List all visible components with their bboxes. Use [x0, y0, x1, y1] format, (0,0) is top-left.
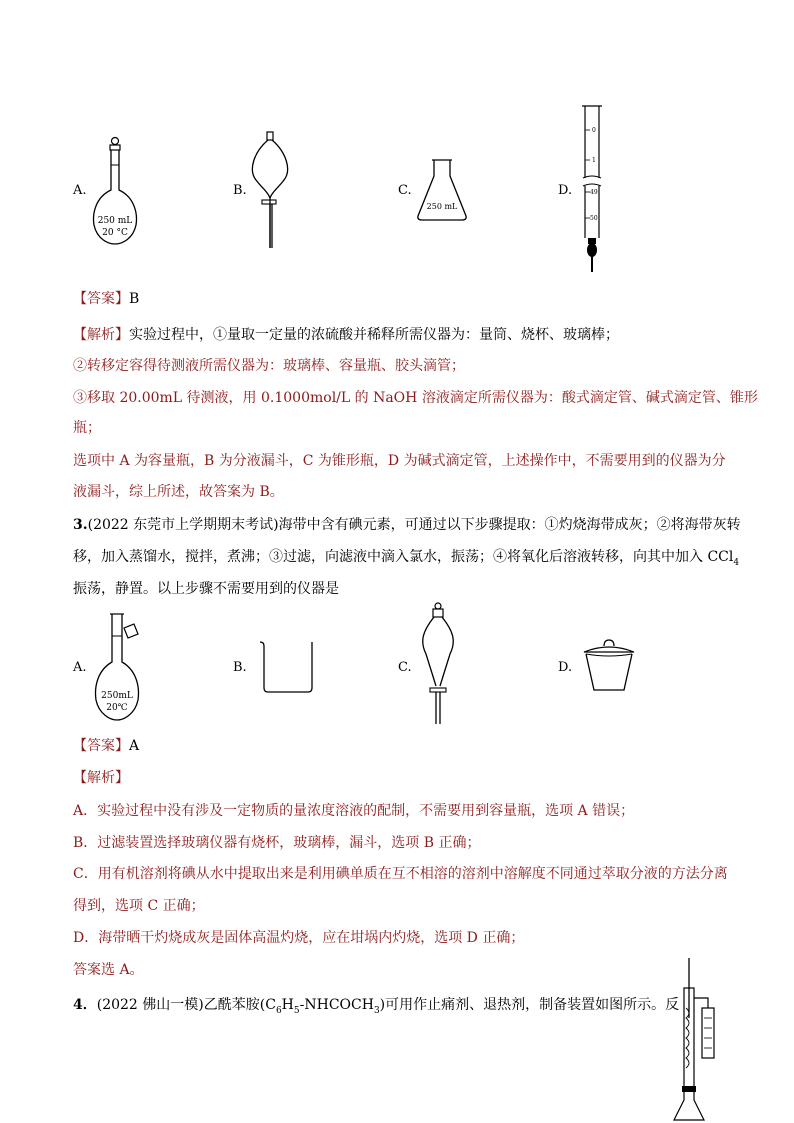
q3-analysis-line-a: A．实验过程中没有涉及一定物质的量浓度溶液的配制，不需要用到容量瓶，选项 A 错误；	[73, 803, 635, 819]
q3-stem-line-3: 振荡，静置。以上步骤不需要用到的仪器是	[73, 581, 339, 597]
answer-value: A	[129, 738, 140, 754]
q2-option-b-letter: B.	[233, 183, 247, 198]
q3-conclusion: 答案选 A。	[73, 962, 144, 978]
subscript: 3	[373, 1005, 380, 1016]
q3-analysis-line-c2: 得到，选项 C 正确；	[73, 898, 205, 914]
q2-d-scale-0: 0	[592, 127, 596, 134]
q2-option-d-letter: D.	[558, 183, 573, 198]
q2-d-scale-1: 1	[592, 157, 596, 164]
subscript: 5	[293, 1005, 300, 1016]
q2-analysis-line-4: 瓶；	[73, 420, 101, 436]
volumetric-flask-image	[88, 135, 148, 247]
q3-analysis-line-d: D．海带晒干灼烧成灰是固体高温灼烧，应在坩埚内灼烧，选项 D 正确；	[73, 930, 525, 946]
q2-analysis-line-3: ③移取 20.00mL 待测液，用 0.1000mol/L 的 NaOH 溶液滴定所需仪器为：酸式滴定管、碱式滴定管、锥形	[73, 390, 758, 406]
answer-label: 【答案】	[73, 291, 129, 307]
answer-label: 【答案】	[73, 738, 129, 754]
question-text: (2022 东莞市上学期期末考试)海带中含有碘元素，可通过以下步骤提取：①灼烧海带成灰；②将海带灰转	[87, 517, 741, 533]
q2-c-flask-volume: 250 mL	[426, 202, 458, 211]
subscript: 6	[275, 1005, 282, 1016]
question-number: 4．	[73, 997, 97, 1013]
subscript: 4	[733, 557, 740, 568]
q2-a-flask-temp: 20 °C	[102, 228, 128, 238]
q3-stem-line-2	[73, 547, 739, 573]
q3-option-d-letter: D.	[558, 660, 573, 675]
q2-answer-line	[73, 289, 139, 309]
q2-analysis-line-5: 选项中 A 为容量瓶，B 为分液漏斗，C 为锥形瓶，D 为碱式滴定管，上述操作中，不需要用到的仪器为分	[73, 453, 726, 469]
answer-value: B	[129, 291, 140, 307]
separatory-funnel-image	[418, 602, 468, 728]
q2-analysis-line-6: 液漏斗，综上所述，故答案为 B。	[73, 484, 284, 500]
q2-a-flask-volume: 250 mL	[97, 216, 133, 226]
analysis-text: 实验过程中，①量取一定量的浓硫酸并稀释所需仪器为：量筒、烧杯、玻璃棒；	[129, 327, 619, 343]
question-text: )可用作止痛剂、退热剂，制备装置如图所示。反	[379, 997, 680, 1013]
q2-option-a-letter: A.	[73, 183, 87, 198]
crucible-image	[580, 636, 638, 696]
q3-a-flask-temp: 20℃	[106, 703, 128, 713]
q3-stem-line-1	[73, 515, 741, 535]
question-number: 3.	[73, 517, 88, 533]
conical-flask-image	[412, 152, 472, 224]
distillation-apparatus-image	[664, 958, 730, 1123]
q3-a-flask-volume: 250mL	[101, 691, 133, 701]
q2-analysis-line-1	[73, 325, 619, 345]
question-text: (2022 佛山一模)乙酰苯胺(C	[96, 997, 276, 1013]
q3-analysis-line-b: B．过滤装置选择玻璃仪器有烧杯，玻璃棒，漏斗，选项 B 正确；	[73, 835, 481, 851]
q3-option-c-letter: C.	[398, 660, 412, 675]
q4-stem-line-1	[73, 995, 679, 1021]
q3-analysis-line-c1: C．用有机溶剂将碘从水中提取出来是利用碘单质在互不相溶的溶剂中溶解度不同通过萃取分液的方法分离	[73, 866, 728, 882]
analysis-label: 【解析】	[73, 327, 129, 343]
base-burette-image	[572, 100, 616, 278]
q3-option-a-letter: A.	[73, 660, 87, 675]
analysis-label: 【解析】	[73, 770, 129, 786]
q2-d-scale-49: 49	[590, 189, 598, 196]
q3-option-b-letter: B.	[233, 660, 247, 675]
question-text: 移，加入蒸馏水，搅拌，煮沸；③过滤，向滤液中滴入氯水，振荡；④将氧化后溶液转移，向其中加入 CCl	[73, 549, 734, 565]
question-text: -NHCOCH	[299, 997, 374, 1013]
question-text: H	[281, 997, 294, 1013]
q3-answer-line	[73, 736, 139, 756]
separatory-funnel-image	[246, 130, 302, 252]
q2-analysis-line-2: ②转移定容得待测液所需仪器为：玻璃棒、容量瓶、胶头滴管；	[73, 358, 465, 374]
volumetric-flask-image	[92, 608, 152, 724]
q2-option-c-letter: C.	[398, 183, 412, 198]
q2-d-scale-50: 50	[590, 215, 598, 222]
beaker-image	[256, 638, 318, 696]
